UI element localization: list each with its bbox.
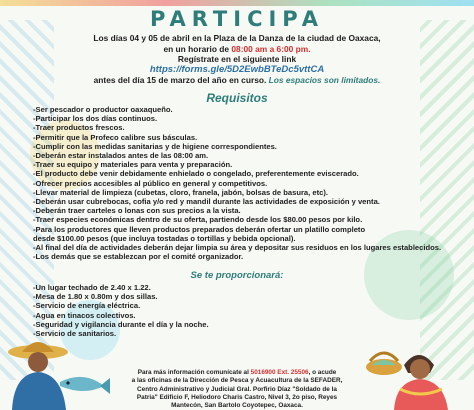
address-line: Mantecón, San Bartolo Coyotepec, Oaxaca. bbox=[171, 402, 303, 410]
address-line: Centro Administrativo y Judicial Gral. Porfirio Díaz "Soldado de la bbox=[137, 385, 337, 393]
provided-item: -Seguridad y vigilancia durante el día y la noche. bbox=[33, 319, 209, 329]
requirement-item: -Ser pescador o productor oaxaqueño. bbox=[33, 105, 173, 114]
vendor-illustration bbox=[364, 325, 474, 410]
shirt bbox=[12, 372, 66, 410]
contact-prefix: Para más información comunícate al bbox=[137, 369, 251, 376]
provided-item: -Un lugar techado de 2.40 x 1.22. bbox=[33, 283, 151, 292]
contact-line bbox=[98, 369, 376, 377]
fisherman-illustration bbox=[0, 330, 110, 410]
face bbox=[410, 359, 430, 379]
decorative-top-band bbox=[0, 0, 474, 6]
registration-link[interactable]: https://forms.gle/5D2EwbBTeDc5vttCA bbox=[149, 63, 325, 75]
contact-suffix: , o acude bbox=[308, 369, 337, 376]
requirement-item: -Deberán estar instalados antes de las 08:00 am. bbox=[33, 151, 209, 161]
requirement-item: -Deberán traer carteles o lonas con sus precios a la vista. bbox=[33, 206, 241, 216]
fish-tail bbox=[100, 378, 110, 394]
requirement-item: -Al final del día de actividades deberán dejar limpia su área y depositar sus residuos en los lugares establecidos. bbox=[33, 243, 442, 253]
requirement-item: -Permitir que la Profeco calibre sus básculas. bbox=[33, 132, 198, 142]
schedule-prefix: en un horario de bbox=[163, 43, 232, 54]
address-line: Patria" Edificio F, Heliodoro Charis Castro, Nivel 3, 2o piso, Reyes bbox=[136, 393, 338, 401]
requirement-item: -Participar los dos días continuos. bbox=[33, 114, 158, 124]
requirement-item: -Ofrecer precios accesibles al público en general y competitivos. bbox=[33, 178, 268, 188]
requirement-item: -Traer su equipo y materiales para venta y preparación. bbox=[33, 160, 233, 170]
requirements-list bbox=[33, 105, 443, 261]
fish-eye bbox=[66, 381, 69, 384]
contact-info bbox=[98, 369, 376, 410]
provided-item: -Servicio de energía eléctrica. bbox=[33, 301, 141, 311]
register-note: Regístrate en el siguiente link bbox=[177, 54, 297, 65]
requirement-item: -El producto debe venir debidamente enhielado o congelado, preferentemente eviscerado. bbox=[33, 169, 359, 179]
requirement-item: -Llevar material de limpieza (cubetas, cloro, franela, jabón, bolsas de basura, etc). bbox=[33, 187, 328, 197]
requirement-item: -Cumplir con las medidas sanitarias y de higiene correspondientes. bbox=[33, 141, 277, 151]
deadline-note bbox=[40, 75, 434, 86]
limited-spaces-note: Los espacios son limitados. bbox=[268, 75, 381, 86]
page-title: PARTICIPA bbox=[149, 7, 325, 31]
event-details bbox=[40, 33, 434, 86]
provided-item: -Agua en tinacos colectivos. bbox=[33, 310, 136, 320]
face bbox=[28, 352, 48, 372]
requirement-item: -Traer productos frescos. bbox=[33, 123, 125, 133]
fish bbox=[60, 377, 104, 391]
event-schedule bbox=[40, 44, 434, 55]
requirement-item: -Para los productores que lleven productos preparados deberán ofertar un platillo completo bbox=[33, 224, 366, 234]
requirement-item: -Los demás que se establezcan por el comité organizador. bbox=[33, 252, 244, 262]
provided-item: -Mesa de 1.80 x 0.80m y dos sillas. bbox=[33, 292, 158, 302]
office-line: a las oficinas de la Dirección de Pesca y Acuacultura de la SEFADER, bbox=[131, 377, 343, 385]
deadline-text: antes del día 15 de marzo del año en curso. bbox=[93, 75, 269, 86]
requirement-item: -Deberán usar cubrebocas, cofia y/o red y mandil durante las actividades de exposición y venta. bbox=[33, 197, 380, 207]
requirement-item: desde $100.00 pesos (que incluya tostadas o tortillas y bebida opcional). bbox=[33, 233, 296, 243]
requirements-heading: Requisitos bbox=[206, 91, 268, 105]
provided-item: -Servicio de sanitarios. bbox=[33, 329, 117, 339]
requirement-item: -Traer especies económicas dentro de su oferta, partiendo desde los $80.00 pesos por kilo. bbox=[33, 215, 363, 225]
contact-phone: 5016900 Ext. 25506 bbox=[250, 369, 309, 376]
schedule-time: 08:00 am a 6:00 pm. bbox=[231, 43, 311, 54]
event-date-place: Los días 04 y 05 de abril en la Plaza de la Danza de la ciudad de Oaxaca, bbox=[93, 33, 381, 43]
hat-crown bbox=[22, 342, 54, 352]
provided-heading: Se te proporcionará: bbox=[190, 270, 284, 281]
